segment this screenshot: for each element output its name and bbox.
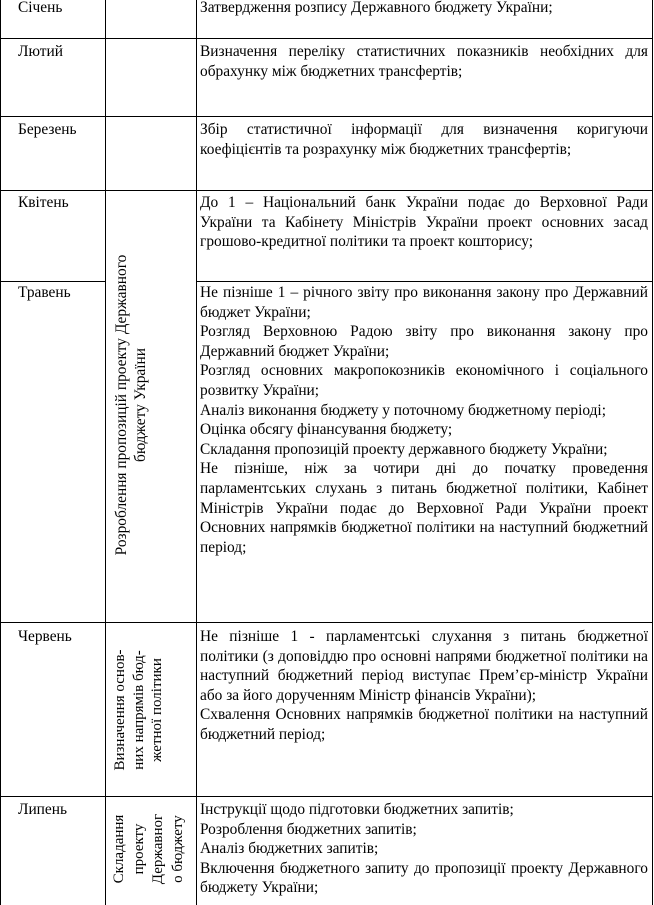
task-paragraph: Схвалення Основних напрямків бюджетної політики на наступний бюджетний період; [200,706,648,743]
task-cell [197,0,654,38]
row-divider [0,38,653,39]
row-divider [196,281,653,282]
stage-label-line: Розроблення пропозицій проекту Державного [113,254,130,556]
task-paragraph: Інструкції щодо підготовки бюджетних запитів; [200,801,514,818]
task-cell [197,283,654,623]
stage-label-line: Визначення основ- [112,649,128,771]
task-paragraph: Розгляд Верховною Радою звіту про виконання закону про Державний бюджет України; [200,323,648,360]
task-paragraph: Складання пропозицій проекту державного бюджету України; [200,440,608,458]
task-cell [197,193,654,281]
task-paragraph: Аналіз виконання бюджету у поточному бюджетному періоді; [200,401,606,419]
task-paragraph: Включення бюджетного запиту до пропозиції проекту Державного бюджету України; [200,859,648,897]
task-cell [197,42,654,118]
month-cell: Червень [18,628,72,645]
row-divider [0,190,653,191]
row-divider [0,116,653,117]
month-cell: Липень [18,801,67,818]
task-paragraph: До 1 – Національний банк України подає до Верховної Ради України та Кабінету Міністрів України проект основних засад грошово-кредитної політики та проект кошторису; [200,194,648,251]
task-paragraph: Затвердження розпису Державного бюджету України; [200,0,553,16]
stage-label-line: них напрямів бюд- [130,650,147,770]
table-border-right [652,0,653,905]
task-paragraph: Розроблення бюджетних запитів; [200,820,417,838]
stage-label-line: о бюджету [169,815,186,883]
month-cell: Квітень [18,194,69,211]
stage-label-line: Державног [150,813,166,885]
month-cell: Березень [18,121,77,138]
task-cell [197,627,654,795]
task-paragraph: Розгляд основних макропокозників економічного і соціального розвитку України; [200,362,648,399]
task-paragraph: Аналіз бюджетних запитів; [200,840,379,858]
task-paragraph: Оцінка обсягу фінансування бюджету; [200,421,453,439]
stage-label-line: жетної політики [149,658,165,762]
stage-label-line: проекту [130,823,147,875]
stage-label-line: Складання [111,814,127,884]
table-divider [196,0,197,905]
table-border-left [0,0,1,905]
stage-label [111,628,167,792]
task-cell [197,120,654,190]
month-cell: Лютий [18,43,63,60]
stage-label [110,798,188,900]
task-paragraph: Не пізніше 1 – річного звіту про виконання закону про Державний бюджет України; [200,284,648,321]
stage-label [112,210,150,600]
row-divider [0,622,653,623]
row-divider [0,796,653,797]
task-paragraph: Визначення переліку статистичних показників необхідних для обрахунку між бюджетних трансфертів; [200,43,648,80]
table-divider [105,0,106,905]
task-cell [197,800,654,905]
row-divider [0,281,106,282]
task-paragraph: Збір статистичної інформації для визначення коригуючи коефіцієнтів та розрахунку між бюджетних трансфертів; [200,121,648,158]
month-cell: Травень [18,284,71,301]
task-paragraph: Не пізніше, ніж за чотири дні до початку проведення парламентських слухань з питань бюджетної політики, Кабінет Міністрів України подає до Верховної Ради України проект Основних напрямків бюджетної політики на наступний бюджетний період; [200,460,648,556]
stage-label-line: бюджету України [132,348,149,463]
task-paragraph: Не пізніше 1 - парламентські слухання з питань бюджетної політики (з доповіддю про основні напрями бюджетної політики на наступний бюджетний період виступає Прем’єр-міністр України або за його дорученням Міністр фінансів України); [200,628,648,704]
month-cell: Січень [18,0,63,16]
